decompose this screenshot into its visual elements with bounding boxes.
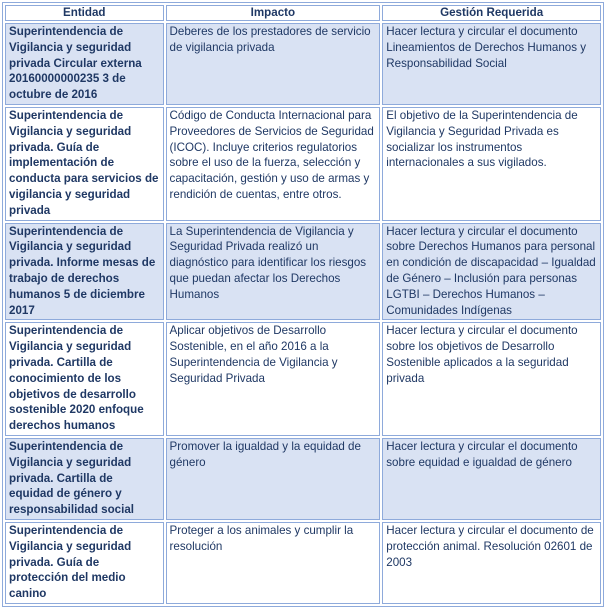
cell-entidad: Superintendencia de Vigilancia y seguridad privada Circular externa 20160000000235 3 de octubre de 2016 — [5, 23, 164, 105]
cell-entidad: Superintendencia de Vigilancia y seguridad privada. Cartilla de equidad de género y responsabilidad social — [5, 438, 164, 520]
table-body — [5, 23, 601, 604]
cell-gestion: Hacer lectura y circular el documento sobre los objetivos de Desarrollo Sostenible aplicados a la seguridad privada — [382, 322, 601, 436]
cell-gestion: Hacer lectura y circular el documento sobre Derechos Humanos para personal en condición de discapacidad – Igualdad de Género – Inclusión para personas LGTBI – Derechos Humanos – Comunidades Indígenas — [382, 223, 601, 321]
table-row — [5, 438, 601, 520]
cell-impacto: Deberes de los prestadores de servicio de vigilancia privada — [166, 23, 381, 105]
cell-entidad: Superintendencia de Vigilancia y seguridad privada. Guía de protección del medio canino — [5, 522, 164, 604]
requirements-table — [2, 2, 604, 607]
header-row — [5, 5, 601, 21]
document-page — [2, 2, 604, 607]
table-row — [5, 223, 601, 321]
cell-gestion: Hacer lectura y circular el documento de protección animal. Resolución 02601 de 2003 — [382, 522, 601, 604]
cell-entidad: Superintendencia de Vigilancia y seguridad privada. Informe mesas de trabajo de derechos humanos 5 de diciembre 2017 — [5, 223, 164, 321]
cell-gestion: Hacer lectura y circular el documento Lineamientos de Derechos Humanos y Responsabilidad Social — [382, 23, 601, 105]
cell-gestion: El objetivo de la Superintendencia de Vigilancia y Seguridad Privada es socializar los instrumentos internacionales a sus vigilados. — [382, 107, 601, 221]
table-row — [5, 322, 601, 436]
cell-gestion: Hacer lectura y circular el documento sobre equidad e igualdad de género — [382, 438, 601, 520]
table-row — [5, 107, 601, 221]
cell-impacto: Código de Conducta Internacional para Proveedores de Servicios de Seguridad (ICOC). Incluye criterios regulatorios sobre el uso de la fuerza, selección y capacitación, gestión y uso de armas y rendición de cuentas, entre otros. — [166, 107, 381, 221]
header-gestion: Gestión Requerida — [382, 5, 601, 21]
cell-impacto: Aplicar objetivos de Desarrollo Sostenible, en el año 2016 a la Superintendencia de Vigilancia y Seguridad Privada — [166, 322, 381, 436]
cell-entidad: Superintendencia de Vigilancia y seguridad privada. Guía de implementación de conducta para servicios de vigilancia y seguridad privada — [5, 107, 164, 221]
cell-entidad: Superintendencia de Vigilancia y seguridad privada. Cartilla de conocimiento de los objetivos de desarrollo sostenible 2020 enfoque derechos humanos — [5, 322, 164, 436]
cell-impacto: Proteger a los animales y cumplir la resolución — [166, 522, 381, 604]
table-header — [5, 5, 601, 21]
cell-impacto: Promover la igualdad y la equidad de género — [166, 438, 381, 520]
cell-impacto: La Superintendencia de Vigilancia y Seguridad Privada realizó un diagnóstico para identificar los riesgos que puedan afectar los Derechos Humanos — [166, 223, 381, 321]
header-entidad: Entidad — [5, 5, 164, 21]
table-row — [5, 522, 601, 604]
header-impacto: Impacto — [166, 5, 381, 21]
table-row — [5, 23, 601, 105]
